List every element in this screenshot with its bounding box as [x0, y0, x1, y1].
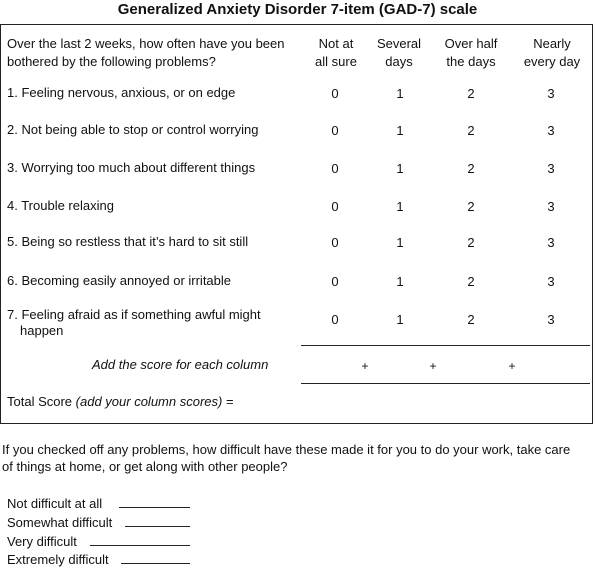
difficulty-option-label: Very difficult	[7, 534, 77, 549]
score-3[interactable]: 3	[547, 199, 555, 214]
difficulty-option-label: Extremely difficult	[7, 552, 109, 567]
score-2[interactable]: 2	[467, 274, 475, 289]
score-0[interactable]: 0	[331, 312, 339, 327]
answer-blank-line[interactable]	[121, 563, 190, 564]
score-2[interactable]: 2	[467, 312, 475, 327]
score-3[interactable]: 3	[547, 123, 555, 138]
divider-line	[301, 345, 590, 346]
answer-blank-line[interactable]	[90, 545, 190, 546]
score-1[interactable]: 1	[396, 123, 404, 138]
score-0[interactable]: 0	[331, 199, 339, 214]
column-header-line2: all sure	[315, 54, 357, 69]
score-2[interactable]: 2	[467, 235, 475, 250]
score-2[interactable]: 2	[467, 123, 475, 138]
question-header: Over the last 2 weeks, how often have you been bothered by the following problems?	[7, 36, 285, 69]
difficulty-option-label: Somewhat difficult	[7, 515, 113, 530]
score-3[interactable]: 3	[547, 86, 555, 101]
score-3[interactable]: 3	[547, 235, 555, 250]
difficulty-question: If you checked off any problems, how difficult have these made it for you to do your work, take care of things at home, or get along with other people?	[2, 442, 571, 474]
score-0[interactable]: 0	[331, 161, 339, 176]
add-score-label: Add the score for each column	[92, 357, 269, 372]
column-header-line1: Nearly	[533, 36, 571, 51]
score-0[interactable]: 0	[331, 274, 339, 289]
column-header-line1: Over half	[444, 36, 498, 51]
score-3[interactable]: 3	[547, 312, 555, 327]
score-0[interactable]: 0	[331, 86, 339, 101]
column-header-over-half	[438, 35, 504, 71]
score-1[interactable]: 1	[396, 235, 404, 250]
total-equals: =	[225, 394, 234, 409]
score-1[interactable]: 1	[396, 161, 404, 176]
total-hint: (add your column scores)	[75, 394, 223, 409]
score-3[interactable]: 3	[547, 274, 555, 289]
column-header-line2: every day	[523, 54, 581, 69]
column-header-line1: Not at	[318, 36, 354, 51]
column-header-line1: Several	[376, 36, 422, 51]
score-1[interactable]: 1	[396, 274, 404, 289]
item-3-text: 3. Worrying too much about different things	[7, 160, 256, 175]
total-score-label	[7, 394, 234, 410]
column-header-several-days	[369, 35, 429, 71]
score-0[interactable]: 0	[331, 235, 339, 250]
column-header-line2: the days	[446, 54, 496, 69]
item-1-text: 1. Feeling nervous, anxious, or on edge	[7, 85, 236, 100]
score-3[interactable]: 3	[547, 161, 555, 176]
score-2[interactable]: 2	[467, 199, 475, 214]
difficulty-option-label: Not difficult at all	[7, 496, 103, 511]
score-1[interactable]: 1	[396, 199, 404, 214]
item-5-text: 5. Being so restless that it’s hard to sit still	[7, 234, 249, 249]
column-header-line2: days	[385, 54, 413, 69]
column-header-nearly-every-day	[516, 35, 588, 71]
score-2[interactable]: 2	[467, 161, 475, 176]
column-header-not-at-all	[308, 35, 364, 71]
total-label: Total Score	[7, 394, 73, 409]
item-4-text: 4. Trouble relaxing	[7, 198, 114, 213]
item-7-text: 7. Feeling afraid as if something awful might happen	[7, 307, 261, 338]
score-2[interactable]: 2	[467, 86, 475, 101]
form-title: Generalized Anxiety Disorder 7-item (GAD-7) scale	[117, 1, 478, 18]
answer-blank-line[interactable]	[125, 526, 190, 527]
score-0[interactable]: 0	[331, 123, 339, 138]
answer-blank-line[interactable]	[119, 507, 190, 508]
plus-sign: +	[361, 359, 369, 373]
divider-line	[301, 383, 590, 384]
score-1[interactable]: 1	[396, 86, 404, 101]
score-1[interactable]: 1	[396, 312, 404, 327]
item-6-text: 6. Becoming easily annoyed or irritable	[7, 273, 232, 288]
item-2-text: 2. Not being able to stop or control worrying	[7, 122, 259, 137]
plus-sign: +	[429, 359, 437, 373]
plus-sign: +	[508, 359, 516, 373]
